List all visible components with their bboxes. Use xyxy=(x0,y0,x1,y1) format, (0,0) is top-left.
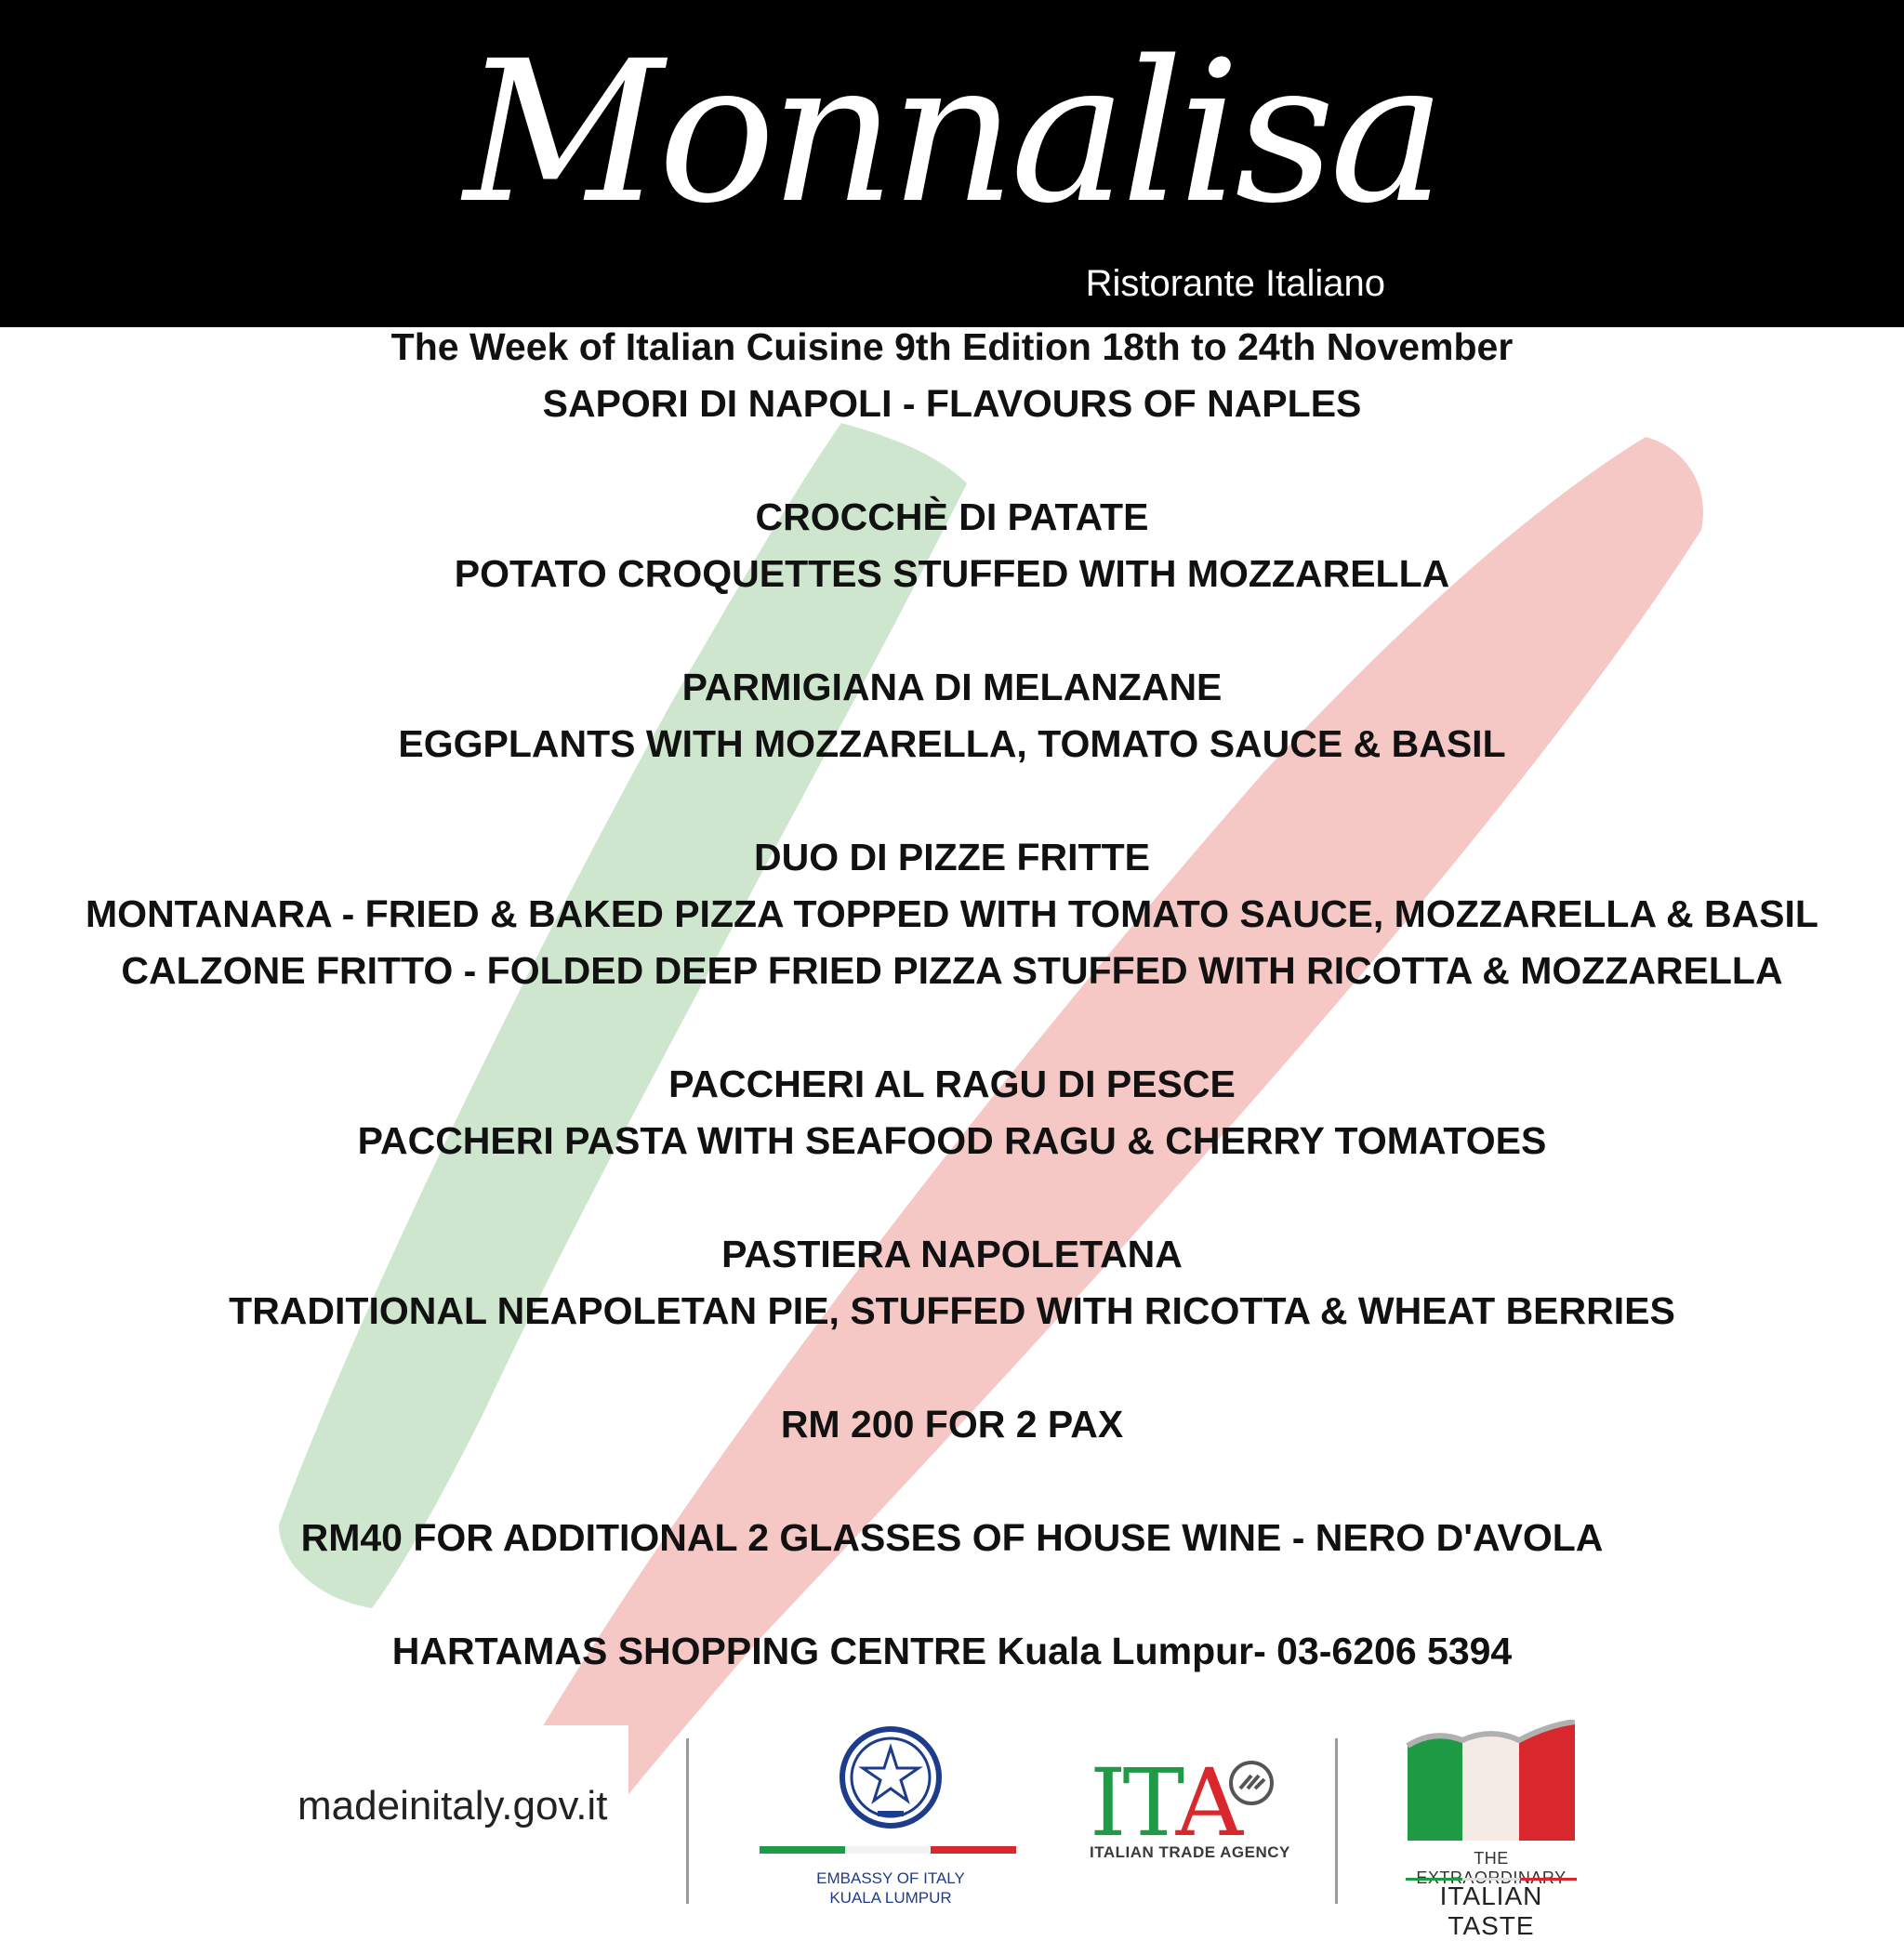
ita-letter: A xyxy=(1175,1749,1239,1857)
menu-theme: SAPORI DI NAPOLI - FLAVOURS OF NAPLES xyxy=(542,382,1362,425)
dish-description: MONTANARA - FRIED & BAKED PIZZA TOPPED WITH TOMATO SAUCE, MOZZARELLA & BASIL xyxy=(86,892,1818,935)
flag-stripe-red xyxy=(931,1846,1016,1854)
embassy-name xyxy=(744,1868,1038,1908)
taste-tagline: THE xyxy=(1474,1849,1509,1868)
dish-description: POTATO CROQUETTES STUFFED WITH MOZZARELLA xyxy=(454,552,1450,595)
extraordinary-taste-flag-icon xyxy=(1406,1720,1577,1841)
red-brushstroke xyxy=(465,437,1703,1904)
restaurant-location: HARTAMAS SHOPPING CENTRE Kuala Lumpur- 03-6206 5394 xyxy=(391,1630,1513,1672)
sponsor-footer xyxy=(0,1720,1904,1940)
dish-name: PACCHERI AL RAGU DI PESCE xyxy=(668,1063,1236,1105)
ita-arrow-icon xyxy=(1227,1759,1276,1807)
footer-divider xyxy=(686,1738,689,1904)
taste-title: ITALIAN TASTE xyxy=(1439,1882,1543,1940)
taste-rule xyxy=(1406,1878,1577,1881)
wine-offer: RM40 FOR ADDITIONAL 2 GLASSES OF HOUSE WINE - NERO D'AVOLA xyxy=(300,1516,1604,1559)
dish-description: TRADITIONAL NEAPOLETAN PIE, STUFFED WITH RICOTTA & WHEAT BERRIES xyxy=(229,1289,1675,1332)
embassy-line: EMBASSY OF ITALY xyxy=(816,1869,965,1887)
embassy-city: KUALA LUMPUR xyxy=(829,1889,952,1907)
dish-name: DUO DI PIZZE FRITTE xyxy=(754,836,1150,878)
header-banner xyxy=(0,0,1904,327)
ita-letter: I xyxy=(1090,1749,1123,1857)
dish-description: EGGPLANTS WITH MOZZARELLA, TOMATO SAUCE & BASIL xyxy=(398,722,1506,765)
dish-description: PACCHERI PASTA WITH SEAFOOD RAGU & CHERRY TOMATOES xyxy=(357,1119,1547,1162)
dish-name: PASTIERA NAPOLETANA xyxy=(721,1233,1183,1275)
dish-name: PARMIGIANA DI MELANZANE xyxy=(681,666,1223,708)
restaurant-logo: Monnalisa xyxy=(463,19,1441,246)
restaurant-subtitle: Ristorante Italiano xyxy=(1085,263,1385,304)
ita-letter: T xyxy=(1122,1749,1176,1857)
ita-caption: ITALIAN TRADE AGENCY xyxy=(1090,1843,1290,1861)
dish-description: CALZONE FRITTO - FOLDED DEEP FRIED PIZZA STUFFED WITH RICOTTA & MOZZARELLA xyxy=(121,949,1783,992)
menu-price: RM 200 FOR 2 PAX xyxy=(780,1403,1124,1446)
flag-stripe-green xyxy=(760,1846,845,1854)
flag-stripe-white xyxy=(845,1846,931,1854)
footer-divider xyxy=(1335,1738,1338,1904)
madeinitaly-link[interactable]: madeinitaly.gov.it xyxy=(298,1783,608,1829)
event-title: The Week of Italian Cuisine 9th Edition 18th to 24th November xyxy=(390,325,1514,368)
dish-name: CROCCHÈ DI PATATE xyxy=(755,495,1149,538)
italian-republic-emblem-icon xyxy=(835,1722,946,1833)
